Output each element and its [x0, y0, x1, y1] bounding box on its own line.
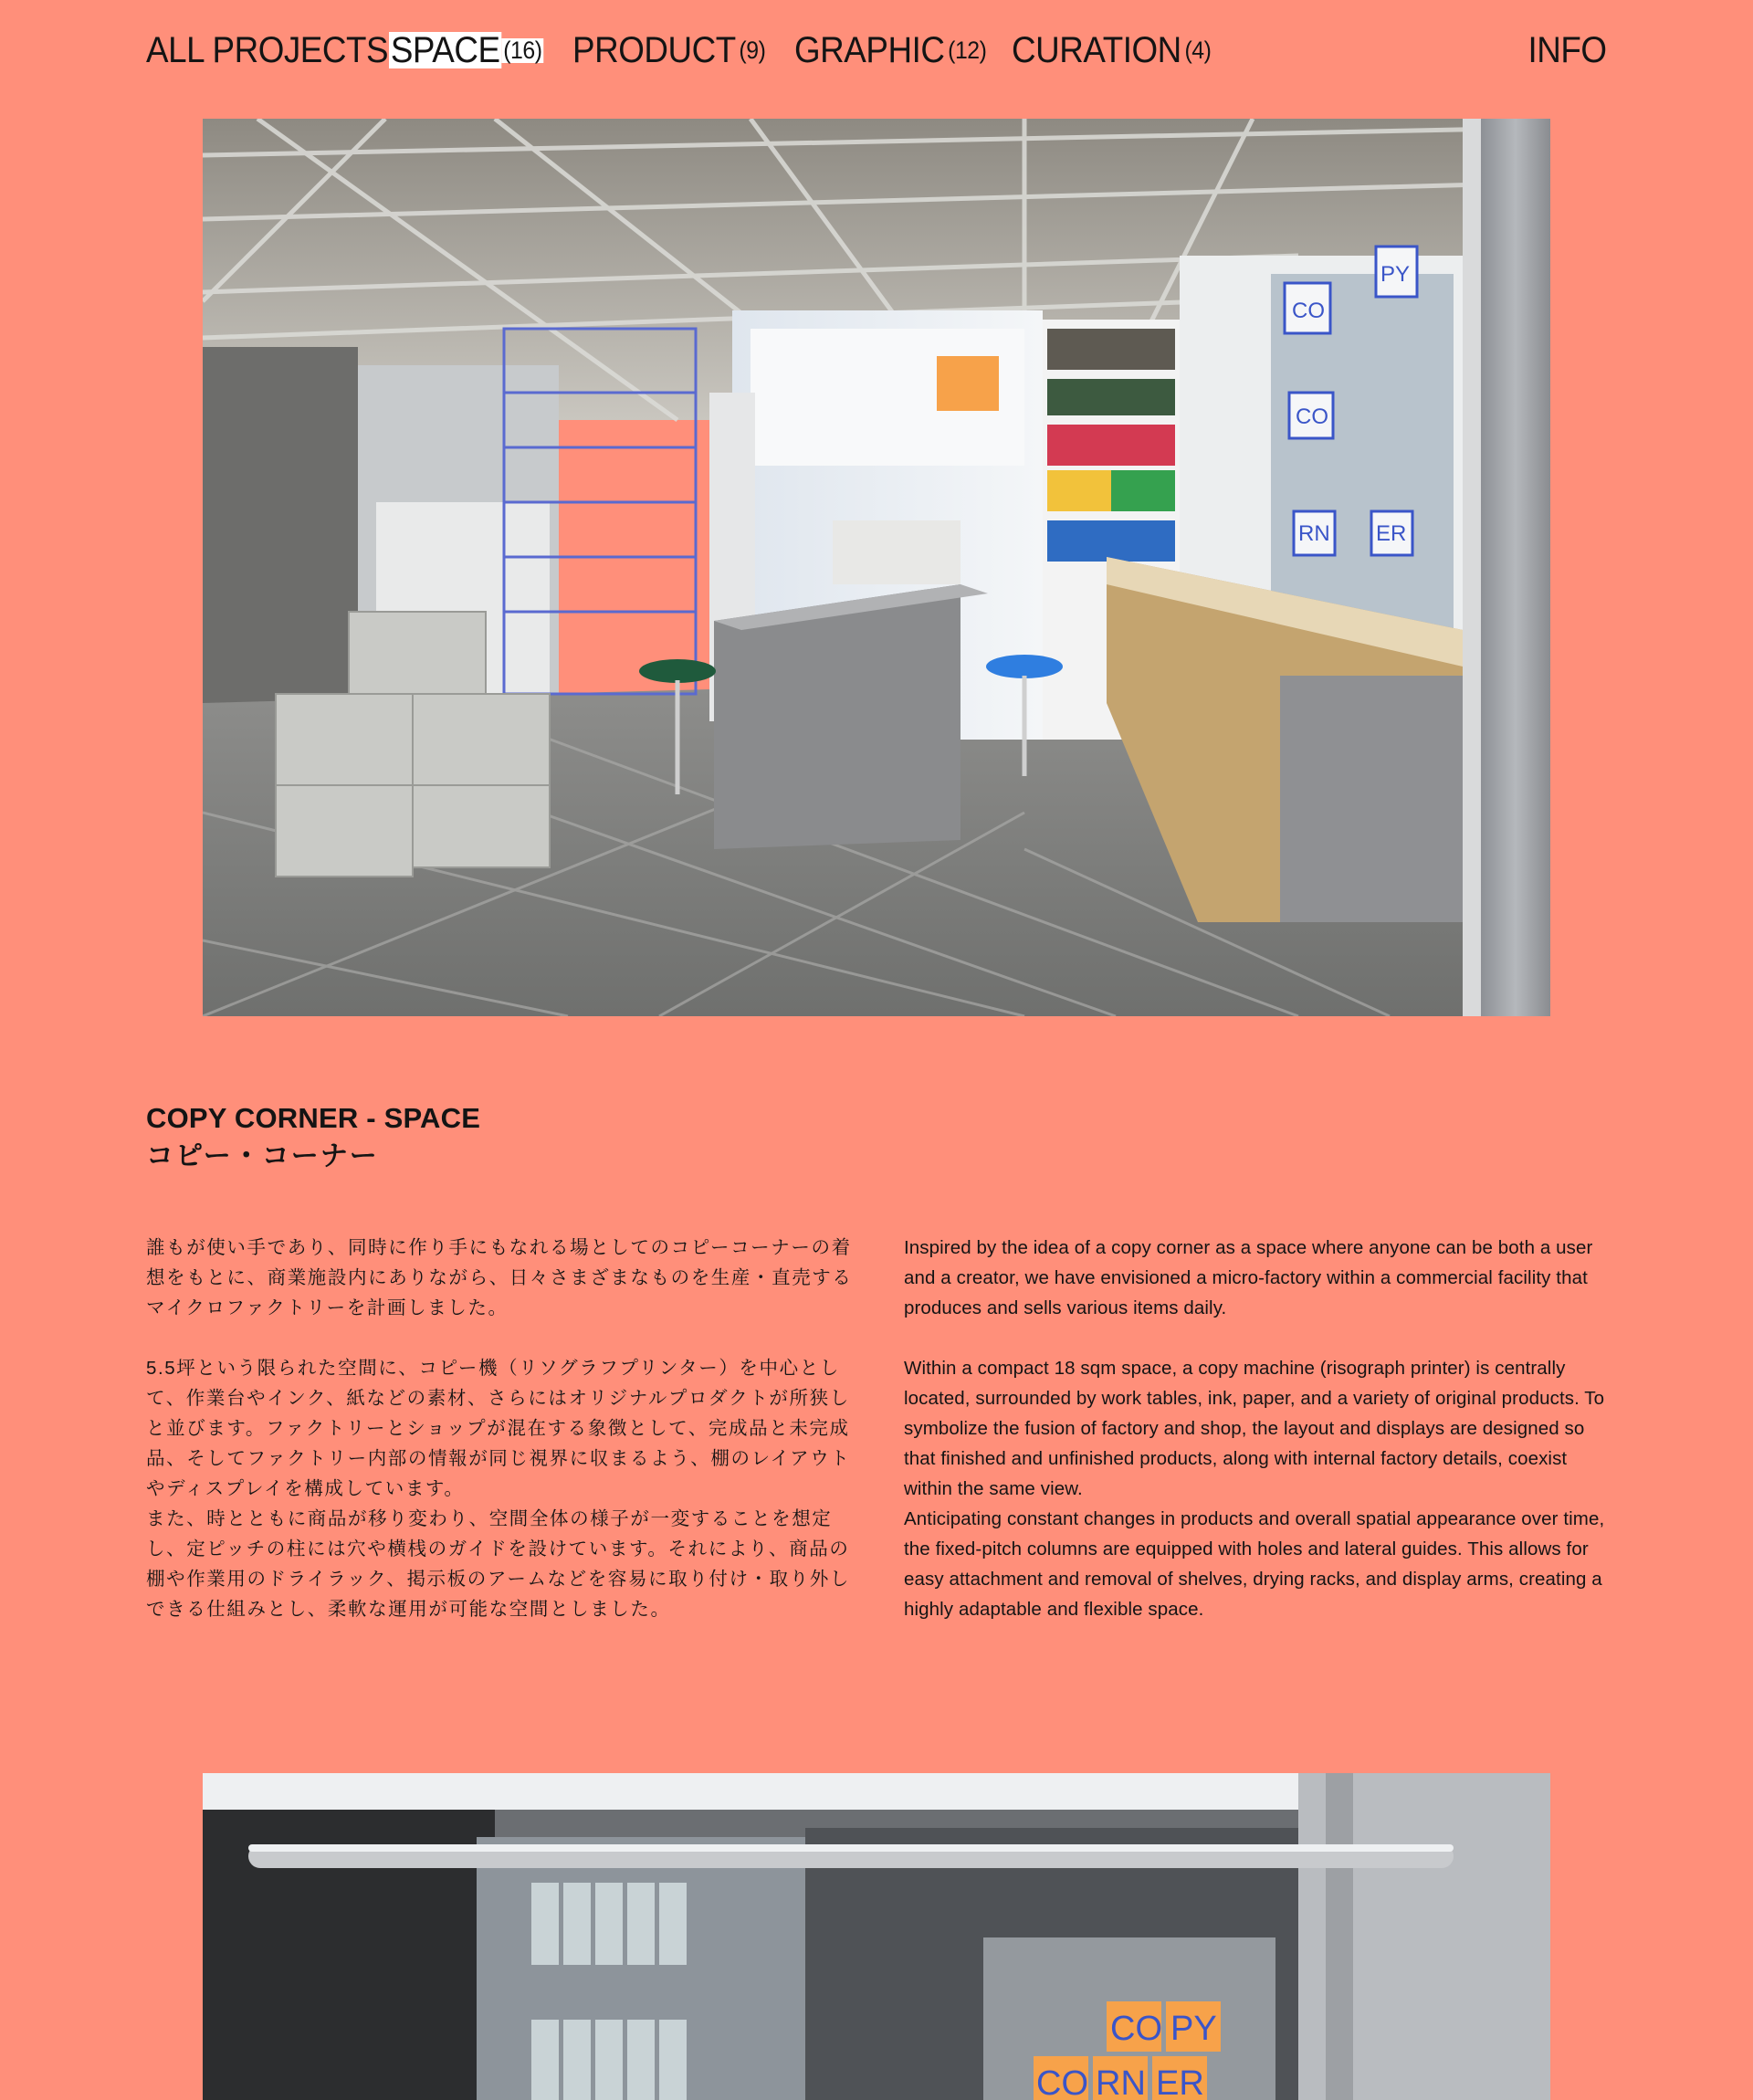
- description-en-p1: Inspired by the idea of a copy corner as a space where anyone can be both a user and a creator, we have envisioned a micro-factory within a commercial facility that produces and sells various items daily.: [904, 1237, 1593, 1318]
- project-title-ja: コピー・コーナー: [146, 1141, 379, 1171]
- sign-letters-er: ER: [1376, 521, 1407, 546]
- description-ja-p1: 誰もが使い手であり、同時に作り手にもなれる場としてのコピーコーナーの着想をもとに、商業施設内にありながら、日々さまざまなものを生産・直売するマイクロファクトリーを計画しました。: [146, 1237, 853, 1318]
- nav-product-label: PRODUCT: [572, 30, 736, 70]
- nav-curation[interactable]: [1012, 32, 1211, 68]
- project-photo-interior: [203, 119, 1550, 1016]
- nav-all-projects[interactable]: [146, 32, 388, 68]
- nav-product-count: (9): [739, 37, 766, 64]
- description-ja: [146, 1233, 858, 1624]
- sign-letters-py-bottom: PY: [1170, 2010, 1217, 2048]
- description-ja-p2: 5.5坪という限られた空間に、コピー機（リソグラフプリンター）を中心として、作業台やインク、紙などの素材、さらにはオリジナルプロダクトが所狭しと並びます。ファクトリーとショップが混在する象徴として、完成品と未完成品、そしてファクトリー内部の情報が同じ視界に収まるよう、棚のレイアウトやディスプレイを構成しています。: [146, 1358, 851, 1499]
- nav-space[interactable]: [389, 32, 543, 68]
- sign-letters-rn: RN: [1298, 521, 1330, 546]
- nav-all-projects-label: ALL PROJECTS: [146, 30, 389, 70]
- project-photo-detail: [203, 1773, 1550, 2100]
- nav-space-label: SPACE: [390, 30, 500, 70]
- description-en-p3: Anticipating constant changes in products and overall spatial appearance over time, the fixed-pitch columns are equipped with holes and lateral guides. This allows for easy attachment and removal of shelves, drying racks, and display arms, creating a highly adaptable and flexible space.: [904, 1508, 1605, 1620]
- nav-curation-label: CURATION: [1012, 30, 1181, 70]
- main-nav: [146, 27, 1607, 73]
- description-en-p2: Within a compact 18 sqm space, a copy machine (risograph printer) is centrally located, surrounded by work tables, ink, paper, and a variety of original products. To symbolize the fusion of factory and shop, the layout and displays are designed so that finished and unfinished products, along with internal factory details, coexist within the same view.: [904, 1358, 1605, 1499]
- sign-letters-er-bottom: ER: [1156, 2064, 1204, 2100]
- nav-product[interactable]: [572, 32, 765, 68]
- nav-info[interactable]: [1528, 32, 1607, 68]
- description-en: [904, 1233, 1609, 1624]
- sign-letters-co-bottom-2: CO: [1036, 2064, 1088, 2100]
- description-ja-p3: また、時とともに商品が移り変わり、空間全体の様子が一変することを想定し、定ピッチの柱には穴や横桟のガイドを設けています。それにより、商品の棚や作業用のドライラック、掲示板のアームなどを容易に取り付け・取り外しできる仕組みとし、柔軟な運用が可能な空間としました。: [146, 1508, 851, 1620]
- sign-letters-co: CO: [1292, 299, 1325, 323]
- sign-letters-rn-bottom: RN: [1096, 2064, 1146, 2100]
- project-title-en: COPY CORNER - SPACE: [146, 1102, 481, 1134]
- nav-curation-count: (4): [1184, 37, 1212, 64]
- sign-letters-co-2: CO: [1296, 404, 1328, 429]
- nav-graphic-label: GRAPHIC: [794, 30, 945, 70]
- sign-letters-py: PY: [1380, 262, 1411, 287]
- nav-graphic[interactable]: [794, 32, 986, 68]
- nav-graphic-count: (12): [948, 37, 987, 64]
- sign-letters-co-bottom: CO: [1110, 2010, 1162, 2048]
- nav-info-label: INFO: [1527, 30, 1607, 70]
- project-title-block: [146, 1100, 480, 1177]
- nav-space-count: (16): [503, 37, 542, 64]
